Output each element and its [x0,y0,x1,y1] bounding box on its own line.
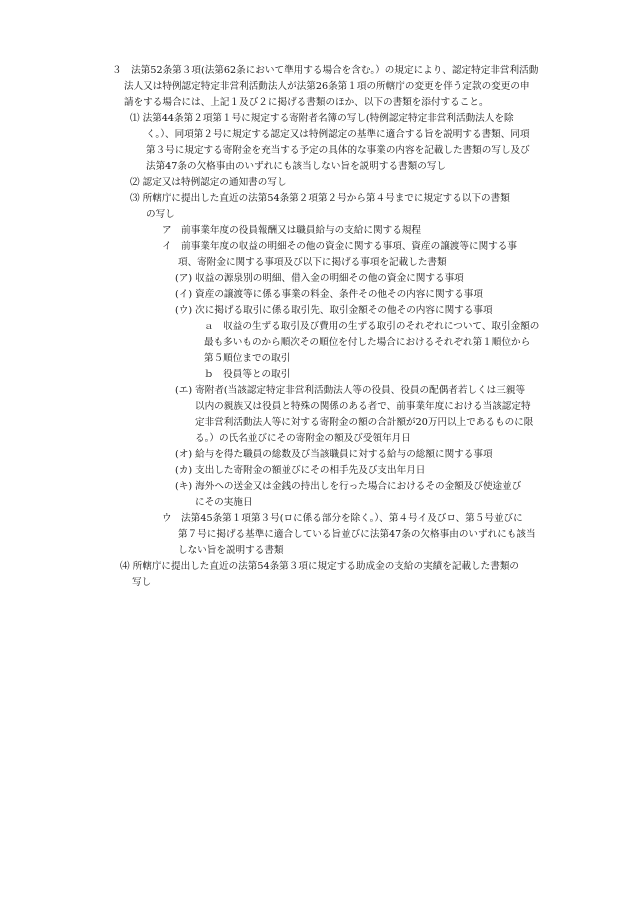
sub-3-line-1: ⑶ 所轄庁に提出した直近の法第54条第２項第２号から第４号までに規定する以下の書類 [130,193,510,204]
item-3-line-3: 請をする場合には、上記１及び２に掲げる書類のほか、以下の書類を添付すること。 [124,97,489,108]
sub-2-line-1: ⑵ 認定又は特例認定の通知書の写し [130,177,287,188]
sub-1-line-4: 法第47条の欠格事由のいずれにも該当しない旨を説明する書類の写し [146,161,447,172]
sub-1-line-3: 第３号に規定する寄附金を充当する予定の具体的な事業の内容を記載した書類の写し及び [146,145,530,156]
item-ki-paren-line-1: (キ) 海外への送金又は金銭の持出しを行った場合におけるその金額及び使途並び [175,481,522,492]
sub-3-line-2: の写し [146,209,175,220]
item-i-paren-line-1: (イ) 資産の譲渡等に係る事業の料金、条件その他その内容に関する事項 [175,289,483,300]
item-ka-paren-line-1: (カ) 支出した寄附金の額並びにその相手先及び支出年月日 [175,465,426,476]
item-e-paren-line-4: る。）の氏名並びにその寄附金の額及び受領年月日 [195,433,411,444]
item-3-line-1: ３ 法第52条第３項(法第62条において準用する場合を含む。）の規定により、認定特定非営利活動 [112,65,539,76]
item-e-paren-line-3: 定非営利活動法人等に対する寄附金の額の合計額が20万円以上であるものに限 [195,417,534,428]
item-i-line-1: イ 前事業年度の収益の明細その他の資金に関する事項、資産の譲渡等に関する事 [162,241,517,252]
item-e-paren-line-1: (エ) 寄附者(当該認定特定非営利活動法人等の役員、役員の配偶者若しくは三親等 [175,385,526,396]
sub-4-line-2: 写し [132,577,152,588]
item-u-a-line-3: 第５順位までの取引 [204,353,291,364]
item-u-a-line-1: ａ 収益の生ずる取引及び費用の生ずる取引のそれぞれについて、取引金額の [204,321,540,332]
item-u-line-2: 第７号に掲げる基準に適合している旨並びに法第47条の欠格事由のいずれにも該当 [178,529,536,540]
item-u-line-1: ウ 法第45条第１項第３号(ロに係る部分を除く。）、第４号イ及びロ、第５号並びに [162,513,523,524]
item-u-paren-line-1: (ウ) 次に掲げる取引に係る取引先、取引金額その他その内容に関する事項 [175,305,493,316]
item-o-paren-line-1: (オ) 給与を得た職員の総数及び当該職員に対する給与の総額に関する事項 [175,449,493,460]
item-e-paren-line-2: 以内の親族又は役員と特殊の関係のある者で、前事業年度における当該認定特 [195,401,531,412]
sub-1-line-1: ⑴ 法第44条第２項第１号に規定する寄附者名簿の写し(特例認定特定非営利活動法人を除 [130,113,514,124]
item-u-a-line-2: 最も多いものから順次その順位を付した場合におけるそれぞれ第１順位から [204,337,531,348]
item-a-line-1: ア 前事業年度の役員報酬又は職員給与の支給に関する規程 [162,225,422,236]
item-ki-paren-line-2: にその実施日 [195,497,253,508]
item-u-b-line-1: ｂ 役員等との取引 [204,369,291,380]
item-3-line-2: 法人又は特例認定特定非営利活動法人が法第26条第１項の所轄庁の変更を伴う定款の変更の申 [124,81,530,92]
item-i-line-2: 項、寄附金に関する事項及び以下に掲げる事項を記載した書類 [178,257,447,268]
sub-1-line-2: く。）、同項第２号に規定する認定又は特例認定の基準に適合する旨を説明する書類、同項 [146,129,530,140]
item-a-paren-line-1: (ア) 収益の源泉別の明細、借入金の明細その他の資金に関する事項 [175,273,464,284]
item-u-line-3: しない旨を説明する書類 [178,545,284,556]
sub-4-line-1: ⑷ 所轄庁に提出した直近の法第54条第３項に規定する助成金の支給の実績を記載した書類の [120,561,520,572]
